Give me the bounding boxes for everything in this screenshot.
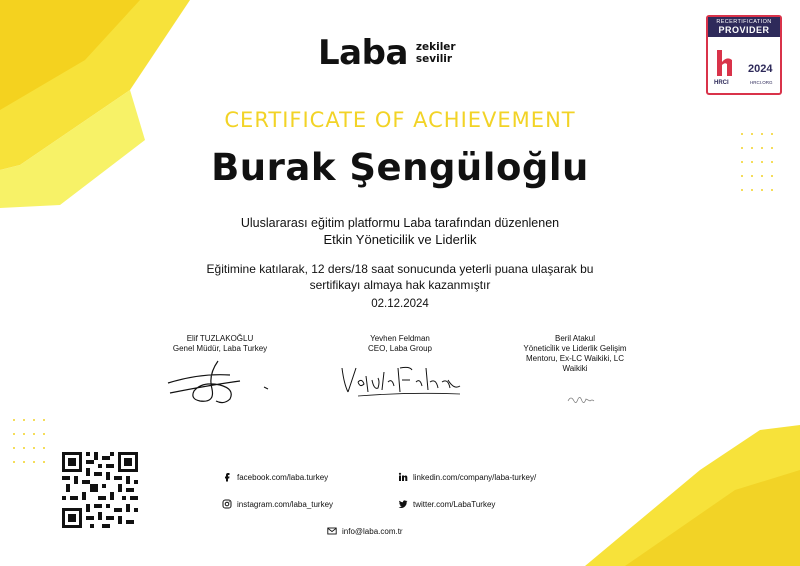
twitter-icon <box>398 499 408 509</box>
instagram-link[interactable]: instagram.com/laba_turkey <box>237 499 334 509</box>
facebook-link[interactable]: facebook.com/laba.turkey <box>237 472 329 482</box>
facebook-icon <box>222 472 232 482</box>
course-name: Etkin Yöneticilik ve Liderlik <box>323 232 477 247</box>
signatory-3-role-3: Waikiki <box>562 364 588 373</box>
badge-line1: RECERTIFICATION <box>716 19 772 25</box>
email-icon <box>327 526 337 536</box>
signatory-1 <box>140 334 300 354</box>
recipient-name: Burak Şengüloğlu <box>211 146 589 189</box>
contact-linkedin[interactable] <box>398 472 536 482</box>
contact-instagram[interactable] <box>222 499 333 509</box>
certificate-title: CERTIFICATE OF ACHIEVEMENT <box>224 108 576 132</box>
instagram-icon <box>222 499 232 509</box>
twitter-link[interactable]: twitter.com/LabaTurkey <box>413 499 496 509</box>
signatory-1-name: Elif TUZLAKOĞLU <box>186 334 254 343</box>
intro-line: Uluslararası eğitim platformu Laba tarafından düzenlenen <box>240 216 560 230</box>
signature-3 <box>566 393 596 407</box>
laba-logo <box>318 33 456 73</box>
hrci-badge <box>706 15 782 95</box>
linkedin-link[interactable]: linkedin.com/company/laba-turkey/ <box>413 472 537 482</box>
badge-year: 2024 <box>748 63 773 75</box>
contact-facebook[interactable] <box>222 472 328 482</box>
dot-grid-left <box>13 419 45 463</box>
completion-text <box>100 261 700 293</box>
logo-wordmark: Laba <box>318 33 408 73</box>
badge-hrci: HRCI <box>714 80 729 86</box>
logo-tagline-2: sevilir <box>415 53 453 65</box>
dot-grid-right <box>741 133 773 191</box>
badge-org: HRCI.ORG <box>750 80 773 85</box>
contact-twitter[interactable] <box>398 499 495 509</box>
signatory-3-name: Beril Atakul <box>554 334 596 343</box>
contact-email[interactable] <box>327 526 403 536</box>
signatory-3-role-1: Yönetici̇lik ve Liderlik Gelişim <box>523 344 627 353</box>
logo-tagline-1: zekiler <box>415 41 456 53</box>
hrci-h-icon <box>715 48 737 78</box>
signatory-1-role: Genel Müdür, Laba Turkey <box>172 344 268 353</box>
signature-1 <box>160 355 280 410</box>
email-link[interactable]: info@laba.com.tr <box>342 526 403 536</box>
signatory-2-role: CEO, Laba Group <box>367 344 433 353</box>
completion-line-1: Eğitimine katılarak, 12 ders/18 saat sonucunda yeterli puana ulaşarak bu <box>206 262 594 276</box>
issue-date: 02.12.2024 <box>371 298 429 310</box>
signatory-2-name: Yevhen Feldman <box>370 334 430 343</box>
logo-tagline <box>416 41 456 65</box>
signatory-3 <box>495 334 655 374</box>
signature-2 <box>338 360 463 400</box>
linkedin-icon <box>398 472 408 482</box>
badge-line2: PROVIDER <box>718 25 770 35</box>
signatory-3-role-2: Mentoru, Ex-LC Waikiki, LC <box>526 354 624 363</box>
qr-code <box>62 452 138 528</box>
signatory-2 <box>320 334 480 354</box>
badge-header <box>708 17 780 37</box>
completion-line-2: sertifikayı almaya hak kazanmıştır <box>309 278 491 292</box>
